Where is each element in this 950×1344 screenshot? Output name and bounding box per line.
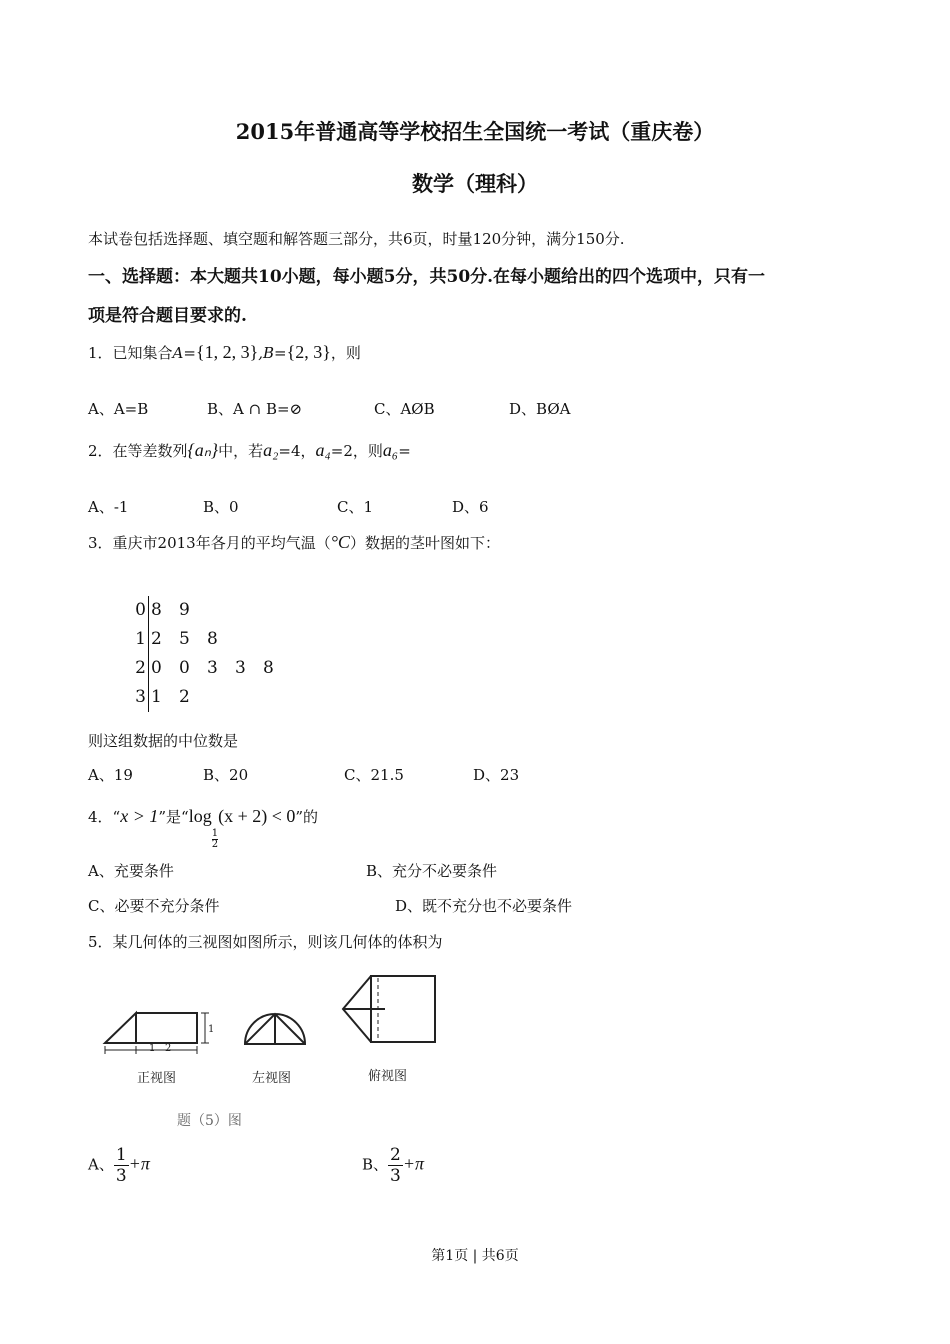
stem-leaf-row	[118, 596, 291, 625]
q4-log: log	[188, 806, 212, 826]
stem-leaf-row	[118, 683, 291, 712]
q3-unit: °C	[330, 532, 350, 552]
q1-b: ,B=	[258, 344, 287, 362]
q4-cond2: (x + 2) < 0	[218, 806, 296, 826]
q1-option-d: D、BØA	[509, 400, 571, 418]
front-view-label: 正视图	[137, 1071, 177, 1086]
question-3	[88, 532, 500, 553]
stem: 3	[118, 683, 149, 712]
q2-option-b: B、0	[203, 498, 239, 516]
q3-option-d: D、23	[473, 766, 520, 784]
q4-base-num: 1	[211, 828, 219, 839]
q5-option-a	[88, 1145, 150, 1186]
dim-label-1: 1	[149, 1043, 156, 1054]
leaf: 3	[207, 658, 218, 678]
q3-option-b: B、20	[203, 766, 249, 784]
q5-a-num: 1	[115, 1145, 127, 1165]
question-2	[88, 440, 411, 461]
leaf: 5	[179, 629, 190, 649]
q2-eq: =	[398, 442, 411, 460]
stem-leaf-plot	[118, 596, 291, 712]
leaf: 8	[151, 600, 162, 620]
question-5: 5．某几何体的三视图如图所示，则该几何体的体积为	[88, 933, 443, 951]
figure-caption: 题（5）图	[177, 1113, 242, 1129]
stem: 0	[118, 596, 149, 625]
leaf: 0	[179, 658, 190, 678]
stem: 2	[118, 654, 149, 683]
leaf: 2	[179, 687, 190, 707]
q5-b-num: 2	[390, 1145, 401, 1165]
q5-b-rest: +π	[402, 1153, 425, 1174]
q4-cond1: x > 1	[120, 806, 159, 826]
q5-a-den: 3	[115, 1166, 127, 1186]
q1-suffix: ，则	[330, 344, 361, 362]
intro-text: 本试卷包括选择题、填空题和解答题三部分，共6页，时量120分钟，满分150分.	[88, 230, 625, 248]
q3-suffix: ）数据的茎叶图如下：	[349, 534, 500, 552]
q2-option-d: D、6	[452, 498, 489, 516]
q2-a6: a₆	[382, 440, 399, 460]
q1-a: A=	[172, 344, 196, 362]
q4-mid: ”是“	[158, 808, 189, 826]
stem: 1	[118, 625, 149, 654]
q1-text: 1．已知集合	[88, 344, 173, 362]
q5-option-b	[362, 1145, 424, 1186]
q2-a4: a₄	[315, 440, 331, 460]
q1-set-a: {1, 2, 3}	[195, 342, 259, 362]
q4-base-den: 2	[211, 839, 219, 850]
q4-option-b: B、充分不必要条件	[366, 862, 498, 880]
q1-option-a: A、A=B	[88, 400, 149, 418]
q4-text: 4．“	[88, 808, 121, 826]
front-view-drawing	[105, 1013, 209, 1054]
q3-question: 则这组数据的中位数是	[88, 732, 239, 750]
q2-v2: =4，	[278, 442, 316, 460]
page-footer: 第1页 | 共6页	[431, 1248, 519, 1264]
stem-leaf-row	[118, 654, 291, 683]
q2-v4: =2，则	[330, 442, 383, 460]
q3-option-c: C、21.5	[344, 766, 404, 784]
q2-option-a: A、-1	[88, 498, 129, 516]
leaf: 9	[179, 600, 190, 620]
q4-option-d: D、既不充分也不必要条件	[395, 897, 573, 915]
section-heading-line1: 一、选择题：本大题共10小题，每小题5分，共50分.在每小题给出的四个选项中，只有一	[88, 267, 766, 287]
q2-seq: {aₙ}	[187, 440, 219, 460]
q2-option-c: C、1	[337, 498, 374, 516]
question-4	[88, 806, 318, 850]
stem-leaf-row	[118, 625, 291, 654]
q5-a-rest: +π	[128, 1153, 150, 1174]
leaf: 1	[151, 687, 162, 707]
q4-suffix: ”的	[295, 808, 319, 826]
q4-option-a: A、充要条件	[88, 862, 174, 880]
q5-b-label: B、	[362, 1155, 389, 1174]
q3-text: 3．重庆市2013年各月的平均气温（	[88, 534, 331, 552]
leaf: 0	[151, 658, 162, 678]
q2-a2: a₂	[263, 440, 279, 460]
exam-title: 2015年普通高等学校招生全国统一考试（重庆卷）	[235, 119, 715, 144]
top-view-drawing	[343, 976, 435, 1042]
leaf: 3	[235, 658, 246, 678]
q2-mid: 中，若	[218, 442, 264, 460]
dim-label-2: 2	[165, 1043, 172, 1054]
q1-set-b: {2, 3}	[286, 342, 331, 362]
top-view-label: 俯视图	[368, 1069, 408, 1084]
q5-a-label: A、	[88, 1155, 114, 1174]
q5-b-den: 3	[390, 1166, 401, 1186]
q1-option-c: C、AØB	[374, 400, 435, 418]
q4-option-c: C、必要不充分条件	[88, 897, 220, 915]
section-heading-line2: 项是符合题目要求的.	[88, 306, 247, 326]
exam-subtitle: 数学（理科）	[412, 171, 538, 196]
dim-label-h: 1	[208, 1024, 215, 1035]
leaf: 8	[207, 629, 218, 649]
q3-option-a: A、19	[88, 766, 133, 784]
leaf: 2	[151, 629, 162, 649]
question-1	[88, 342, 361, 363]
q2-text: 2．在等差数列	[88, 442, 188, 460]
side-view-label: 左视图	[252, 1071, 292, 1086]
three-view-figure	[95, 960, 475, 1140]
side-view-drawing	[245, 1014, 305, 1044]
leaf: 8	[263, 658, 274, 678]
q1-option-b: B、A ∩ B=⊘	[207, 400, 303, 418]
